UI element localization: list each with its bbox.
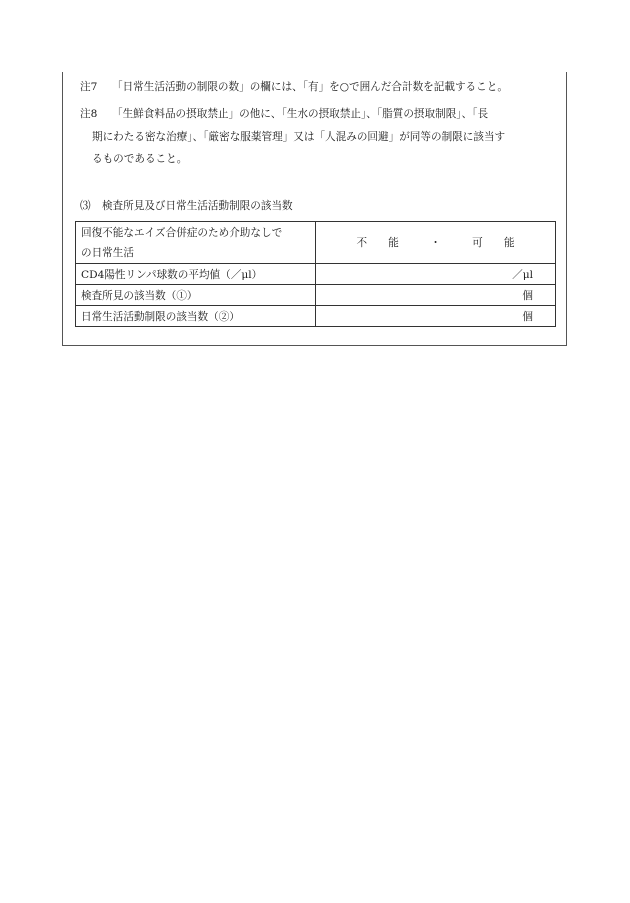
ability-options: [316, 222, 556, 264]
option-impossible: 不 能: [356, 237, 399, 249]
section-title: 検査所見及び日常生活活動制限の該当数: [101, 200, 293, 212]
cd4-value-unit: ／μl: [316, 264, 556, 285]
row-label-line-1: 回復不能なエイズ合併症のため介助なしで: [81, 226, 283, 239]
note-7-label: 注7: [80, 81, 98, 93]
note-8-cont: [92, 126, 566, 170]
table-row: [76, 222, 556, 264]
findings-count-unit: 個: [316, 285, 556, 306]
note-8-line-2: 期にわたる密な治療」、「厳密な服薬管理」又は「人混みの回避」が同等の制限に該当す: [92, 131, 506, 143]
section-heading: [80, 197, 293, 215]
section-number: ⑶: [80, 200, 91, 212]
findings-table: [75, 221, 556, 327]
table-row: [76, 285, 556, 306]
note-7-text: [112, 76, 566, 98]
row-label: 日常生活活動制限の該当数（②）: [76, 306, 316, 327]
option-possible: 可 能: [472, 237, 515, 249]
table-row: [76, 264, 556, 285]
note-7-line-1: 「日常生活活動の制限の数」の欄には、「有」を○で囲んだ合計数を記載すること。: [112, 81, 508, 93]
note-8-text: [112, 103, 566, 125]
note-8-line-3: るものであること。: [92, 153, 188, 165]
note-8-line-1: 「生鮮食料品の摂取禁止」の他に、「生水の摂取禁止」、「脂質の摂取制限」、「長: [112, 108, 489, 120]
restriction-count-unit: 個: [316, 306, 556, 327]
table-row: [76, 306, 556, 327]
row-label: CD4陽性リンパ球数の平均値（／μl）: [76, 264, 316, 285]
option-separator: ・: [430, 237, 441, 249]
row-label: 検査所見の該当数（①）: [76, 285, 316, 306]
note-8-label: 注8: [80, 108, 98, 120]
row-label: [76, 222, 316, 264]
row-label-line-2: の日常生活: [81, 246, 134, 259]
